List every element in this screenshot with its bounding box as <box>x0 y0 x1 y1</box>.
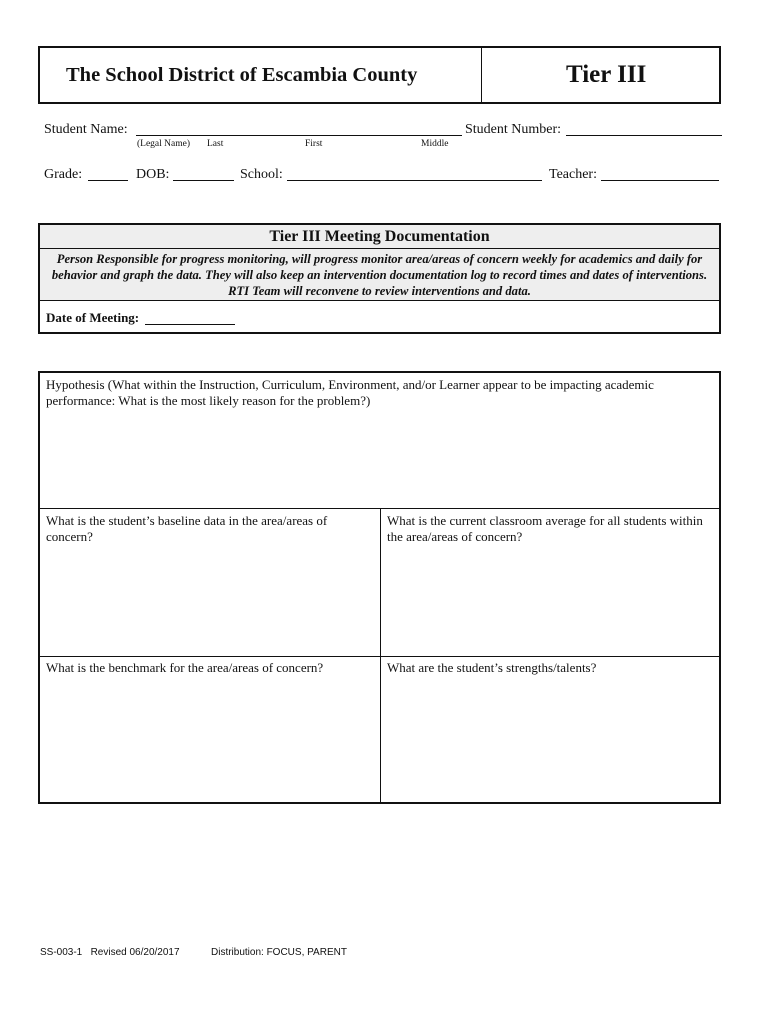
form-id: SS-003-1 Revised 06/20/2017 <box>40 947 180 958</box>
teacher-label: Teacher: <box>549 167 597 182</box>
tier-label: Tier III <box>566 61 647 88</box>
meeting-header <box>40 225 719 301</box>
benchmark-question: What is the benchmark for the area/areas of concern? <box>46 660 324 675</box>
dob-label: DOB: <box>136 167 170 182</box>
baseline-question: What is the student’s baseline data in the area/areas of concern? <box>46 513 328 544</box>
meeting-title-divider <box>40 248 719 249</box>
strengths-question: What are the student’s strengths/talents? <box>387 660 597 675</box>
middle-name-hint: Middle <box>421 139 449 149</box>
grade-field[interactable] <box>88 180 128 181</box>
last-name-hint: Last <box>207 139 224 149</box>
grade-label: Grade: <box>44 167 83 182</box>
meeting-description: Person Responsible for progress monitoring, will progress monitor area/areas of concern weekly for academics and daily for behavior and graph the data. They will also keep an intervention documentation log to record times and dates of interventions. RTI Team will reconvene to review interventions and data. <box>51 252 708 298</box>
legal-name-hint: (Legal Name) <box>137 139 191 149</box>
distribution: Distribution: FOCUS, PARENT <box>211 947 347 958</box>
meeting-documentation-box <box>38 223 721 334</box>
first-name-hint: First <box>305 139 323 149</box>
hypothesis-question: Hypothesis (What within the Instruction, Curriculum, Environment, and/or Learner appear to be impacting academic performance: What is the most likely reason for the problem?) <box>46 377 654 408</box>
student-name-label: Student Name: <box>44 122 128 137</box>
classroom-average-question: What is the current classroom average for all students within the area/areas of concern? <box>387 513 703 544</box>
date-of-meeting-label: Date of Meeting: <box>46 310 140 325</box>
grid-divider-2 <box>40 656 719 657</box>
teacher-field[interactable] <box>601 180 719 181</box>
district-title: The School District of Escambia County <box>66 64 418 86</box>
questions-grid <box>38 371 721 804</box>
meeting-title: Tier III Meeting Documentation <box>269 228 490 245</box>
student-number-field[interactable] <box>566 135 722 136</box>
date-of-meeting-field[interactable] <box>145 324 235 325</box>
student-number-label: Student Number: <box>465 122 562 137</box>
school-field[interactable] <box>287 180 542 181</box>
student-name-field[interactable] <box>136 135 462 136</box>
form-header <box>38 46 721 104</box>
dob-field[interactable] <box>173 180 234 181</box>
header-divider <box>481 48 482 102</box>
school-label: School: <box>240 167 283 182</box>
